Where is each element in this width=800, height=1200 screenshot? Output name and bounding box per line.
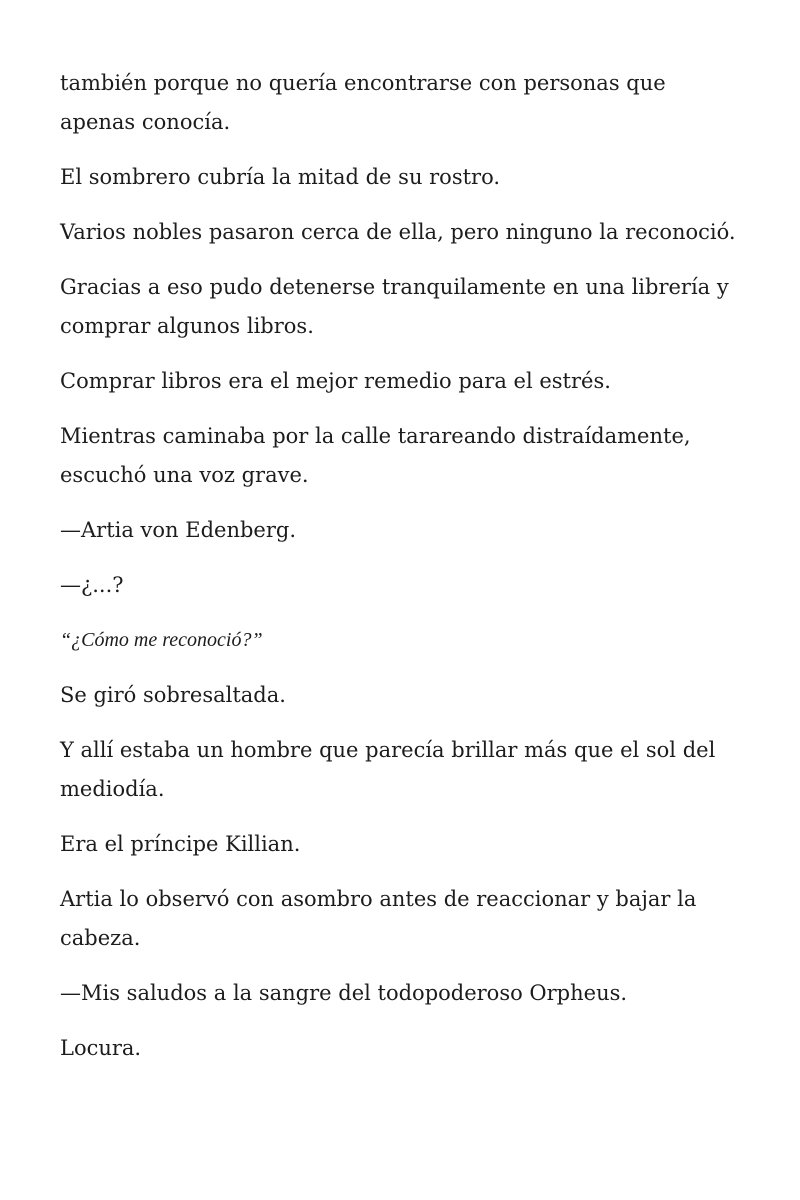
paragraph: Gracias a eso pudo detenerse tranquilamente en una librería y comprar algunos libros. <box>60 275 729 338</box>
paragraph: Y allí estaba un hombre que parecía brillar más que el sol del mediodía. <box>60 738 716 801</box>
paragraph: Comprar libros era el mejor remedio para el estrés. <box>60 369 611 393</box>
paragraph: Locura. <box>60 1036 142 1060</box>
paragraph: también porque no quería encontrarse con personas que apenas conocía. <box>60 71 666 134</box>
inner-thought: “¿Cómo me reconoció?” <box>60 629 263 651</box>
paragraph: Se giró sobresaltada. <box>60 683 286 707</box>
paragraph: Varios nobles pasaron cerca de ella, pero ninguno la reconoció. <box>60 220 736 244</box>
book-page-text <box>60 64 740 1084</box>
paragraph: El sombrero cubría la mitad de su rostro. <box>60 165 501 189</box>
dialogue-line: —Mis saludos a la sangre del todopoderoso Orpheus. <box>60 981 628 1005</box>
paragraph: Artia lo observó con asombro antes de reaccionar y bajar la cabeza. <box>60 887 697 950</box>
dialogue-line: —Artia von Edenberg. <box>60 518 297 542</box>
dialogue-line: —¿...? <box>60 573 124 597</box>
paragraph: Mientras caminaba por la calle tarareando distraídamente, escuchó una voz grave. <box>60 424 691 487</box>
paragraph: Era el príncipe Killian. <box>60 832 301 856</box>
